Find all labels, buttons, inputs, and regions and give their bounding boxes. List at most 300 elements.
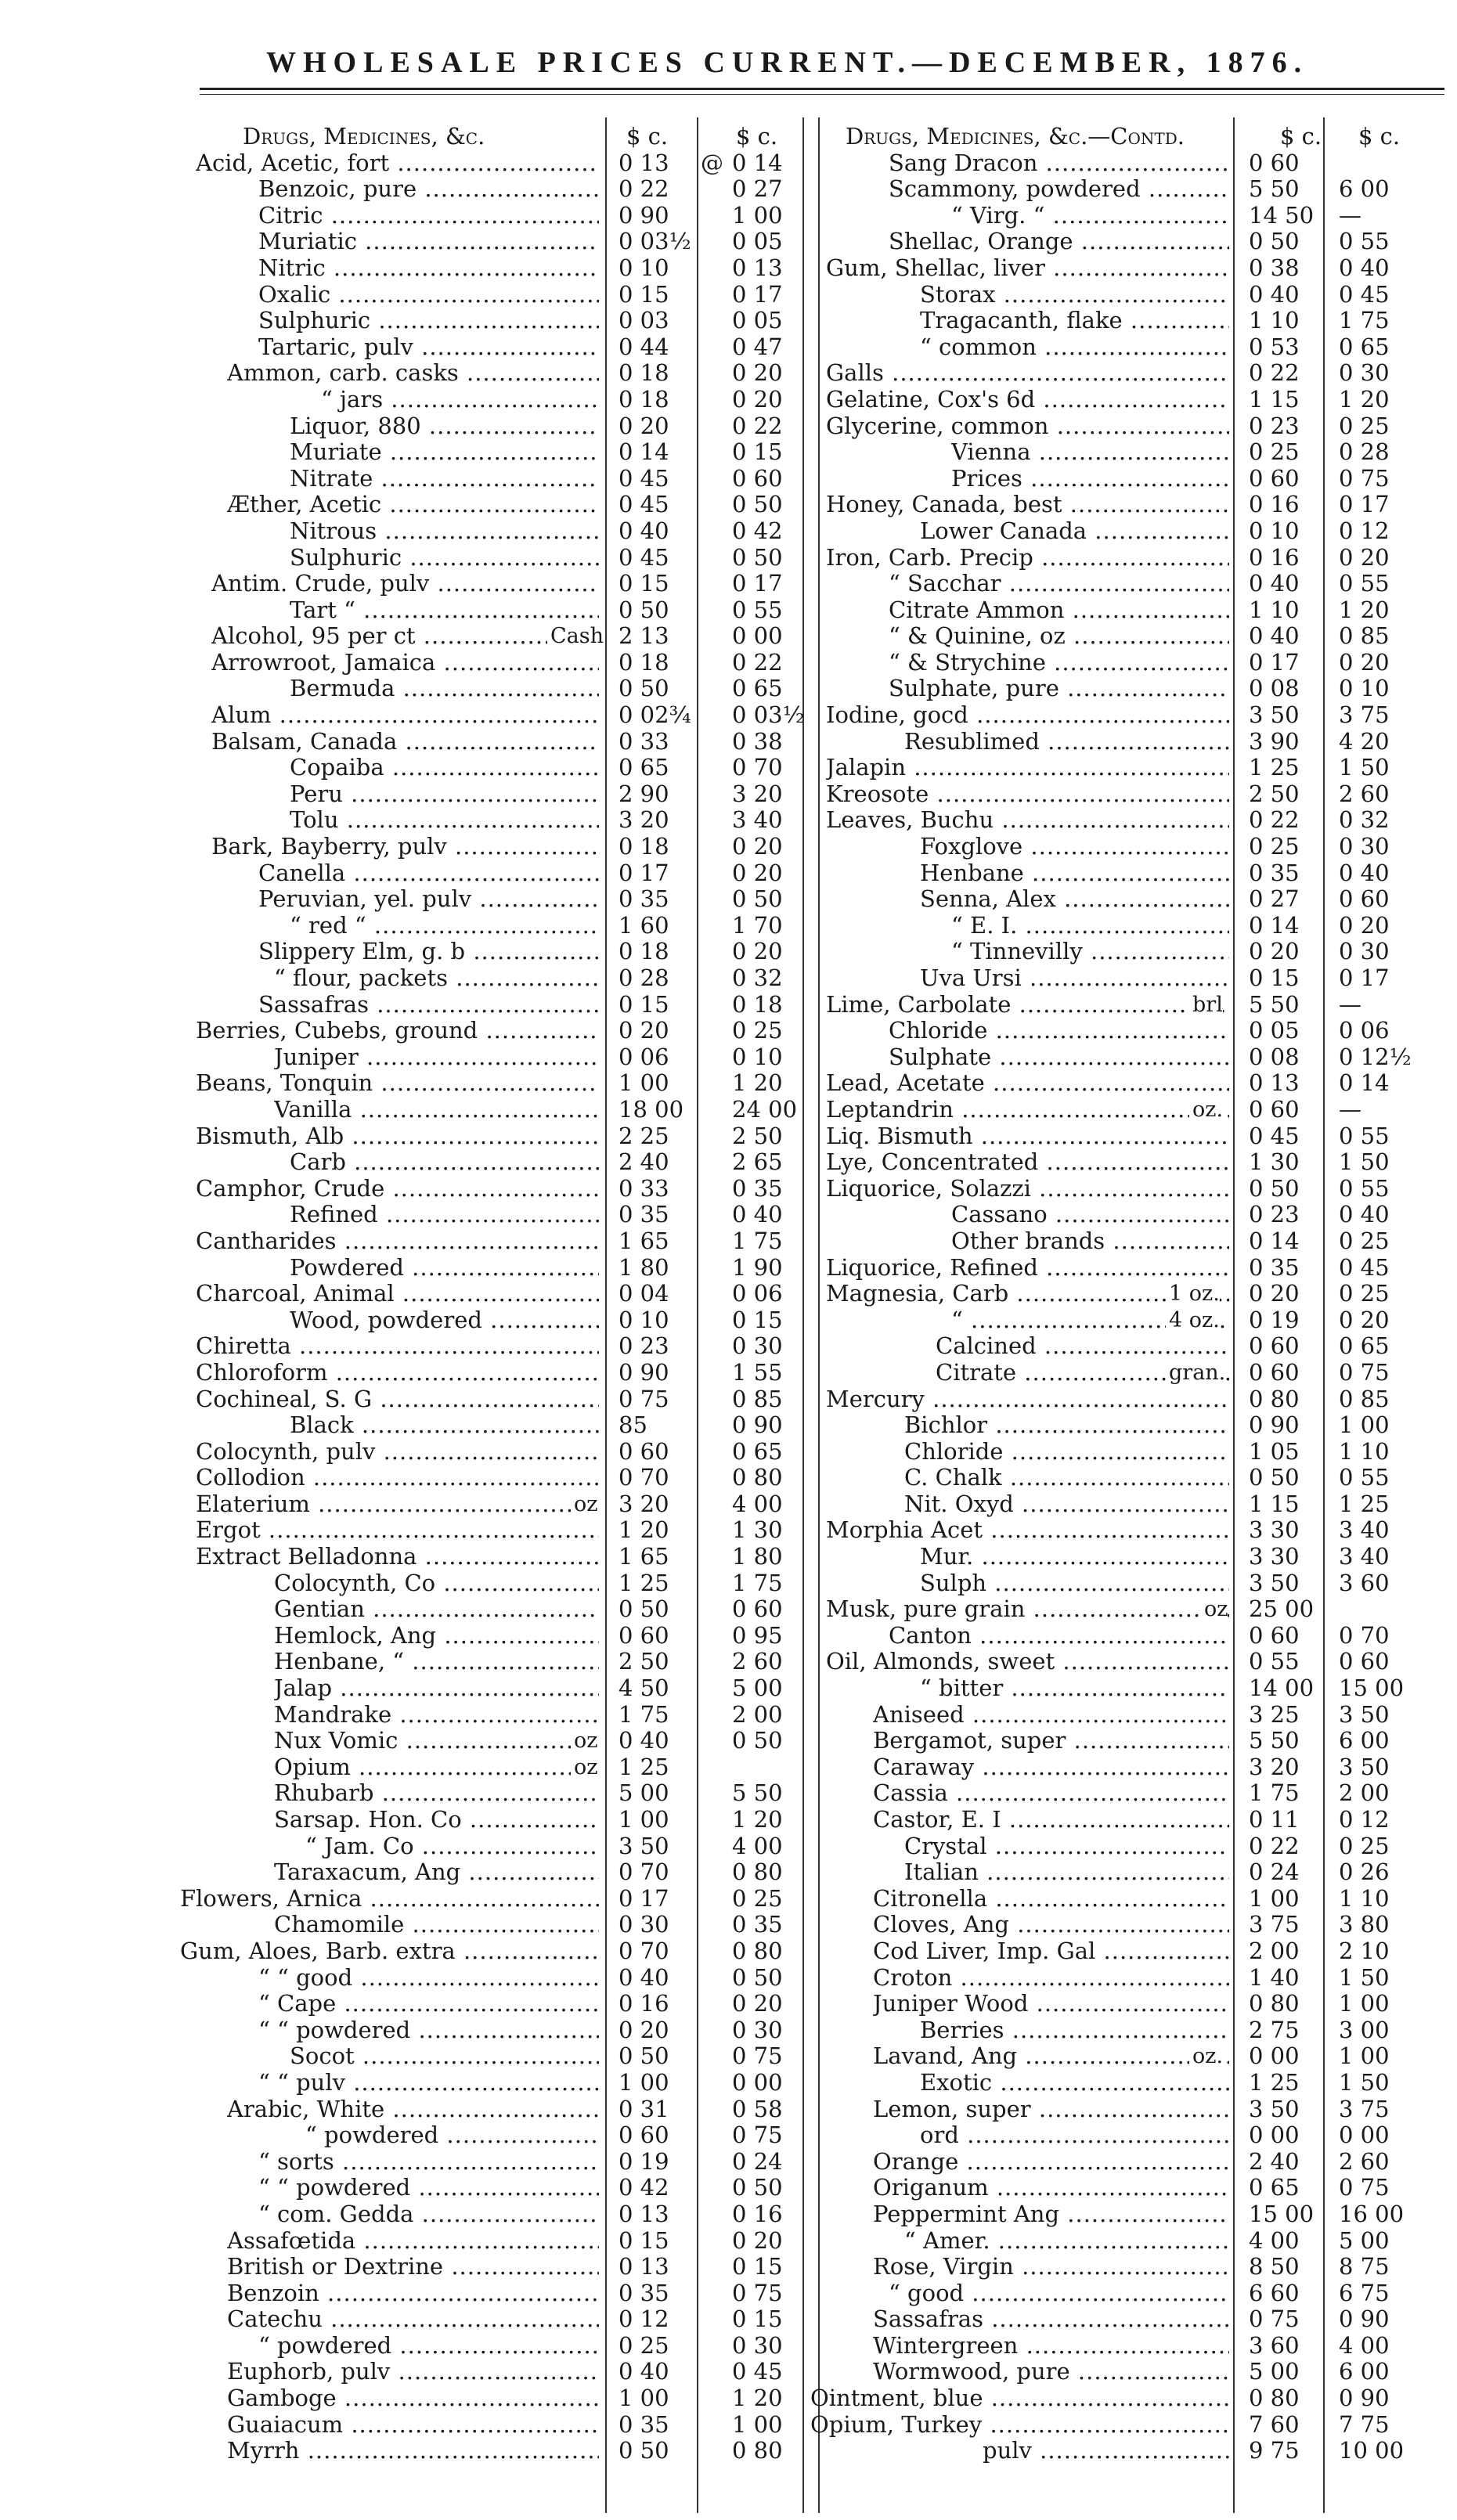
price-high: 0 40 — [1339, 1201, 1390, 1228]
price-low: 1 15 — [1249, 385, 1300, 413]
price-low: 25 00 — [1249, 1595, 1315, 1623]
item-name: Peruvian, yel. pulv ..... — [258, 886, 599, 913]
price-high: 0 85 — [1339, 622, 1390, 650]
item-name: “ good ..... — [889, 2280, 1229, 2307]
price-low: 0 15 — [619, 990, 669, 1018]
item-name: Oxalic ..... — [258, 282, 599, 308]
price-low: 0 22 — [1249, 806, 1300, 834]
price-low: 0 30 — [619, 1911, 669, 1938]
price-high: 0 27 — [732, 175, 783, 203]
item-name: Nitrate ..... — [290, 466, 599, 492]
price-high: 0 45 — [1339, 1253, 1390, 1281]
left-price-column — [0, 124, 806, 2464]
price-high: 0 50 — [732, 1963, 783, 1991]
price-high: 0 50 — [732, 543, 783, 571]
price-row — [0, 545, 806, 571]
price-high: 0 75 — [1339, 2174, 1390, 2201]
price-low: 0 70 — [619, 1858, 669, 1886]
price-low: 0 75 — [1249, 2305, 1300, 2333]
price-low: 0 23 — [1249, 1201, 1300, 1228]
item-name: Nux Vomic ..... — [274, 1728, 599, 1754]
price-low: 0 80 — [1249, 2385, 1300, 2412]
price-row — [806, 1333, 1457, 1360]
price-row — [0, 1465, 806, 1491]
item-unit: oz. — [1189, 2043, 1223, 2070]
item-name: Taraxacum, Ang ..... — [274, 1859, 599, 1886]
column-heading — [0, 124, 806, 150]
price-high: 1 55 — [732, 1358, 783, 1386]
price-low: 0 25 — [1249, 438, 1300, 466]
price-low: 0 31 — [619, 2095, 669, 2122]
price-low: 1 00 — [619, 1806, 669, 1833]
price-high: 3 00 — [1339, 2016, 1390, 2043]
price-row — [0, 597, 806, 624]
price-row — [0, 360, 806, 387]
price-row — [806, 1491, 1457, 1518]
item-name: Colocynth, pulv ..... — [196, 1439, 599, 1465]
price-high: 2 50 — [732, 1122, 783, 1149]
item-name: Senna, Alex ..... — [920, 886, 1229, 913]
item-name: Gamboge ..... — [227, 2385, 599, 2412]
item-name: Beans, Tonquin ..... — [196, 1070, 599, 1097]
price-low: 0 44 — [619, 333, 669, 360]
price-row — [806, 466, 1457, 492]
price-row — [0, 2096, 806, 2123]
item-name: Cod Liver, Imp. Gal ..... — [873, 1938, 1229, 1965]
price-low: 0 40 — [619, 517, 669, 544]
price-row — [806, 1149, 1457, 1176]
price-high: 2 65 — [732, 1148, 783, 1176]
price-row — [806, 1570, 1457, 1597]
price-low: 5 00 — [1249, 2358, 1300, 2385]
price-low: 0 33 — [619, 727, 669, 755]
price-high: — — [1339, 990, 1361, 1018]
price-row — [806, 965, 1457, 992]
price-row — [0, 203, 806, 229]
price-row — [0, 1807, 806, 1833]
price-low: 3 20 — [1249, 1753, 1300, 1780]
price-row — [0, 1097, 806, 1123]
at-sign: @ — [701, 149, 723, 176]
price-row — [0, 1202, 806, 1228]
price-high: 0 75 — [732, 2279, 783, 2306]
price-row — [806, 913, 1457, 939]
price-low: 0 45 — [619, 464, 669, 492]
price-high: 0 20 — [1339, 543, 1390, 571]
price-row — [806, 545, 1457, 571]
item-name: Cloves, Ang ..... — [873, 1912, 1229, 1938]
price-row — [806, 1938, 1457, 1965]
price-high: 0 60 — [732, 464, 783, 492]
item-name: Copaiba ..... — [290, 755, 599, 781]
price-low: 4 50 — [619, 1675, 669, 1702]
price-low: 0 70 — [619, 1937, 669, 1964]
item-name: “ Virg. “ ..... — [951, 203, 1229, 229]
item-name: Tartaric, pulv ..... — [258, 334, 599, 361]
price-row — [0, 1044, 806, 1071]
price-row — [806, 1255, 1457, 1282]
item-name: Cassia ..... — [873, 1780, 1229, 1807]
price-low: 0 50 — [619, 1595, 669, 1623]
price-low: 0 80 — [1249, 1990, 1300, 2017]
item-name: Nitric ..... — [258, 255, 599, 282]
price-high: 0 65 — [732, 675, 783, 702]
price-low: 3 75 — [1249, 1911, 1300, 1938]
item-name: Orange ..... — [873, 2149, 1229, 2176]
price-high: 0 25 — [732, 1017, 783, 1044]
price-high: 0 25 — [1339, 412, 1390, 439]
price-high: 1 00 — [732, 2410, 783, 2438]
item-name: Citric ..... — [258, 203, 599, 229]
item-unit: brl — [1189, 992, 1223, 1018]
price-high: 1 00 — [732, 201, 783, 229]
price-low: 0 75 — [619, 1385, 669, 1412]
price-high: 0 90 — [732, 1411, 783, 1439]
price-high: 1 20 — [732, 1069, 783, 1097]
price-low: 0 60 — [1249, 464, 1300, 492]
price-low: 0 45 — [619, 491, 669, 518]
price-low: 0 60 — [1249, 1332, 1300, 1360]
price-row — [806, 1807, 1457, 1833]
price-low: 0 60 — [619, 1437, 669, 1465]
price-high: 1 70 — [732, 911, 783, 939]
price-low: 3 20 — [619, 806, 669, 834]
item-unit: oz — [571, 1728, 597, 1754]
item-name: Nitrous ..... — [290, 518, 599, 545]
item-name: Aniseed ..... — [873, 1702, 1229, 1729]
item-name: “ Amer. ..... — [904, 2228, 1229, 2255]
price-high: 2 00 — [732, 1700, 783, 1728]
item-name: Bermuda ..... — [290, 676, 599, 702]
item-name: “ red “ ..... — [290, 913, 599, 939]
price-row — [0, 1228, 806, 1255]
price-row — [806, 992, 1457, 1018]
item-name: “ bitter ..... — [920, 1675, 1229, 1702]
price-high: 4 00 — [1339, 2331, 1390, 2359]
price-high: 2 10 — [1339, 1937, 1390, 1964]
item-name: Berries, Cubebs, ground ..... — [196, 1018, 599, 1044]
price-high: 0 90 — [1339, 2385, 1390, 2412]
currency-heading: $ c. — [736, 123, 778, 150]
item-name: Antim. Crude, pulv ..... — [211, 571, 599, 597]
price-row — [0, 755, 806, 781]
price-low: 0 35 — [619, 2279, 669, 2306]
price-row — [806, 1623, 1457, 1649]
item-name: Hemlock, Ang ..... — [274, 1623, 599, 1649]
price-high: 0 17 — [732, 280, 783, 308]
item-name: Citrate Ammon ..... — [889, 597, 1229, 624]
price-low: 0 22 — [1249, 1832, 1300, 1859]
item-name: Cantharides ..... — [196, 1228, 599, 1255]
price-low: 0 22 — [1249, 359, 1300, 387]
price-row — [0, 413, 806, 440]
price-low: 18 00 — [619, 1095, 684, 1123]
price-high: 0 25 — [1339, 1227, 1390, 1254]
price-low: 0 23 — [619, 1332, 669, 1360]
price-low: 0 55 — [1249, 1648, 1300, 1675]
item-name: Jalapin ..... — [826, 755, 1229, 781]
price-high: 1 20 — [1339, 385, 1390, 413]
price-low: 2 40 — [619, 1148, 669, 1176]
price-low: 0 40 — [619, 1963, 669, 1991]
price-high: 6 00 — [1339, 2358, 1390, 2385]
price-high: 0 20 — [732, 859, 783, 886]
price-high: 0 06 — [732, 1280, 783, 1307]
price-high: 0 55 — [1339, 228, 1390, 255]
price-high: 0 32 — [732, 964, 783, 991]
price-low: 5 50 — [1249, 1727, 1300, 1754]
item-name: Honey, Canada, best ..... — [826, 492, 1229, 518]
right-price-column — [806, 124, 1457, 2464]
price-row — [806, 439, 1457, 466]
price-row — [0, 571, 806, 597]
price-row — [806, 1649, 1457, 1675]
price-low: 0 45 — [1249, 1122, 1300, 1149]
price-high: 6 00 — [1339, 1727, 1390, 1754]
item-name: Oil, Almonds, sweet ..... — [826, 1649, 1229, 1675]
item-name: “ jars ..... — [321, 387, 599, 413]
item-unit: oz — [1201, 1596, 1228, 1623]
price-high: — — [1339, 201, 1361, 229]
price-row — [806, 2359, 1457, 2385]
price-low: 0 08 — [1249, 1043, 1300, 1070]
item-name: ord ..... — [920, 2122, 1229, 2149]
price-low: 1 65 — [619, 1543, 669, 1570]
price-low: 1 00 — [1249, 1884, 1300, 1912]
price-row — [0, 439, 806, 466]
item-name: Berries ..... — [920, 2017, 1229, 2044]
item-name: Storax ..... — [920, 282, 1229, 308]
item-name: Socot ..... — [290, 2043, 599, 2070]
price-low: 0 80 — [1249, 1385, 1300, 1412]
item-name: Mandrake ..... — [274, 1702, 599, 1729]
price-high: 6 00 — [1339, 175, 1390, 203]
item-name: Sassafras ..... — [258, 992, 599, 1018]
price-row — [806, 2254, 1457, 2280]
price-low: 1 15 — [1249, 1490, 1300, 1517]
price-low: 0 50 — [619, 2042, 669, 2070]
price-row — [806, 2096, 1457, 2123]
price-low: 14 00 — [1249, 1675, 1315, 1702]
item-name: Vanilla ..... — [274, 1097, 599, 1123]
price-low: 1 20 — [619, 1516, 669, 1544]
item-name: Caraway ..... — [873, 1754, 1229, 1781]
price-high: 1 50 — [1339, 1148, 1390, 1176]
price-low: 0 35 — [1249, 859, 1300, 886]
item-name: Lower Canada ..... — [920, 518, 1229, 545]
price-row — [0, 308, 806, 334]
item-name: Rose, Virgin ..... — [873, 2254, 1229, 2280]
price-low: 0 20 — [619, 1017, 669, 1044]
price-low: 1 25 — [619, 1753, 669, 1780]
price-row — [0, 1965, 806, 1992]
price-row — [0, 466, 806, 492]
item-name: Musk, pure grain ..... — [826, 1596, 1229, 1623]
item-name: Crystal ..... — [904, 1833, 1229, 1860]
item-name: Chamomile ..... — [274, 1912, 599, 1938]
item-name: Tart “ ..... — [290, 597, 599, 624]
item-name: Benzoic, pure ..... — [258, 176, 599, 203]
price-high: 1 00 — [1339, 1990, 1390, 2017]
price-low: 0 18 — [619, 385, 669, 413]
price-high: 3 40 — [732, 806, 783, 834]
price-row — [806, 807, 1457, 834]
price-high: 0 65 — [1339, 1332, 1390, 1360]
price-row — [0, 676, 806, 702]
price-high: 1 30 — [732, 1516, 783, 1544]
price-low: 0 16 — [619, 1990, 669, 2017]
price-row — [806, 1228, 1457, 1255]
price-high: 0 35 — [732, 1911, 783, 1938]
item-name: Morphia Acet ..... — [826, 1517, 1229, 1544]
item-name: Mercury ..... — [826, 1386, 1229, 1413]
item-name: Leptandrin ..... — [826, 1097, 1229, 1123]
price-high: 4 00 — [732, 1490, 783, 1517]
item-name: Ointment, blue ..... — [810, 2385, 1229, 2412]
price-row — [806, 2333, 1457, 2360]
price-row — [806, 176, 1457, 203]
price-high: 3 75 — [1339, 701, 1390, 729]
item-name: “ common ..... — [920, 334, 1229, 361]
price-row — [0, 965, 806, 992]
price-row — [0, 1938, 806, 1965]
price-high: 2 60 — [1339, 2147, 1390, 2175]
item-name: Elaterium ..... — [196, 1491, 599, 1518]
price-row — [0, 334, 806, 361]
item-name: Gentian ..... — [274, 1596, 599, 1623]
price-row — [0, 1070, 806, 1097]
item-name: “ & Quinine, oz ..... — [889, 623, 1229, 650]
price-row — [806, 229, 1457, 255]
price-low: 1 25 — [1249, 2068, 1300, 2096]
price-row — [0, 2175, 806, 2201]
price-row — [0, 1360, 806, 1386]
price-low: 1 75 — [1249, 1779, 1300, 1807]
item-name: Sang Dracon ..... — [889, 150, 1229, 177]
price-high: 1 25 — [1339, 1490, 1390, 1517]
price-high: 0 25 — [1339, 1280, 1390, 1307]
price-row — [0, 1386, 806, 1413]
price-row — [0, 1728, 806, 1754]
price-row — [0, 282, 806, 308]
price-row — [806, 571, 1457, 597]
price-row — [0, 939, 806, 965]
price-row — [806, 2017, 1457, 2044]
item-name: Henbane, “ ..... — [274, 1649, 599, 1675]
item-name: Sulphate ..... — [889, 1044, 1229, 1071]
item-name: Gum, Shellac, liver ..... — [826, 255, 1229, 282]
price-row — [0, 1176, 806, 1202]
item-unit: oz — [571, 1491, 597, 1518]
price-high: 0 75 — [1339, 464, 1390, 492]
item-name: Leaves, Buchu ..... — [826, 807, 1229, 834]
price-low: 0 13 — [619, 2200, 669, 2227]
item-name: Canella ..... — [258, 860, 599, 887]
item-name: Sulphuric ..... — [290, 545, 599, 571]
item-unit: oz. — [1189, 1097, 1223, 1123]
price-row — [0, 702, 806, 729]
price-low: 0 60 — [1249, 1358, 1300, 1386]
price-row — [0, 2359, 806, 2385]
item-name: Bergamot, super ..... — [873, 1728, 1229, 1754]
price-low: 5 50 — [1249, 175, 1300, 203]
price-low: 5 50 — [1249, 990, 1300, 1018]
item-name: Chiretta ..... — [196, 1333, 599, 1360]
item-name: Magnesia, Carb ..... — [826, 1281, 1229, 1307]
item-name: Citrate ..... — [936, 1360, 1229, 1386]
price-high: 0 17 — [1339, 964, 1390, 991]
price-row — [0, 1018, 806, 1044]
price-row — [0, 1255, 806, 1282]
item-name: Bark, Bayberry, pulv ..... — [211, 834, 599, 860]
item-name: Ergot ..... — [196, 1517, 599, 1544]
item-name: Benzoin ..... — [227, 2280, 599, 2307]
price-row — [0, 1991, 806, 2017]
price-low: 0 15 — [619, 570, 669, 597]
price-low: 0 13 — [619, 149, 669, 176]
price-low: 0 10 — [1249, 517, 1300, 544]
price-low: 0 50 — [1249, 228, 1300, 255]
price-row — [806, 1386, 1457, 1413]
item-unit: 1 oz. — [1166, 1281, 1220, 1307]
price-low: 0 45 — [619, 543, 669, 571]
header-rule-thin — [200, 94, 1444, 95]
price-high: 0 90 — [1339, 2305, 1390, 2333]
price-high: 0 24 — [732, 2147, 783, 2175]
price-row — [806, 1307, 1457, 1334]
price-row — [806, 2175, 1457, 2201]
price-row — [806, 255, 1457, 282]
price-high: 3 50 — [1339, 1753, 1390, 1780]
price-row — [0, 2122, 806, 2149]
item-name: Guaiacum ..... — [227, 2412, 599, 2439]
price-high: 5 50 — [732, 1779, 783, 1807]
price-high: 0 85 — [732, 1385, 783, 1412]
price-low: 6 60 — [1249, 2279, 1300, 2306]
price-low: 1 10 — [1249, 307, 1300, 334]
price-low: 0 14 — [1249, 1227, 1300, 1254]
heading-label: Drugs, Medicines, &c.—Contd. — [846, 124, 1185, 150]
price-high: 3 20 — [732, 780, 783, 807]
price-high: 0 30 — [1339, 359, 1390, 387]
price-row — [0, 1570, 806, 1597]
price-high: 1 10 — [1339, 1437, 1390, 1465]
price-row — [806, 2280, 1457, 2307]
price-high: 1 75 — [1339, 307, 1390, 334]
price-low: 0 03 — [619, 307, 669, 334]
item-name: Alum ..... — [211, 702, 599, 729]
item-name: Prices ..... — [951, 466, 1229, 492]
price-high: 1 50 — [1339, 1963, 1390, 1991]
price-row — [806, 1018, 1457, 1044]
price-low: 3 50 — [1249, 1569, 1300, 1596]
price-high: 0 60 — [1339, 885, 1390, 913]
price-row — [0, 1702, 806, 1729]
item-name: Wintergreen ..... — [873, 2333, 1229, 2360]
item-name: Arrowroot, Jamaica ..... — [211, 650, 599, 676]
price-low: 0 28 — [619, 964, 669, 991]
price-row — [0, 992, 806, 1018]
price-row — [0, 729, 806, 755]
price-high: 0 17 — [732, 570, 783, 597]
price-high: 15 00 — [1339, 1675, 1405, 1702]
price-high: 0 20 — [732, 385, 783, 413]
item-name: Juniper ..... — [274, 1044, 599, 1071]
price-high: 0 18 — [732, 990, 783, 1018]
item-name: “ powdered ..... — [305, 2122, 599, 2149]
price-row — [806, 2385, 1457, 2412]
item-name: Charcoal, Animal ..... — [196, 1281, 599, 1307]
